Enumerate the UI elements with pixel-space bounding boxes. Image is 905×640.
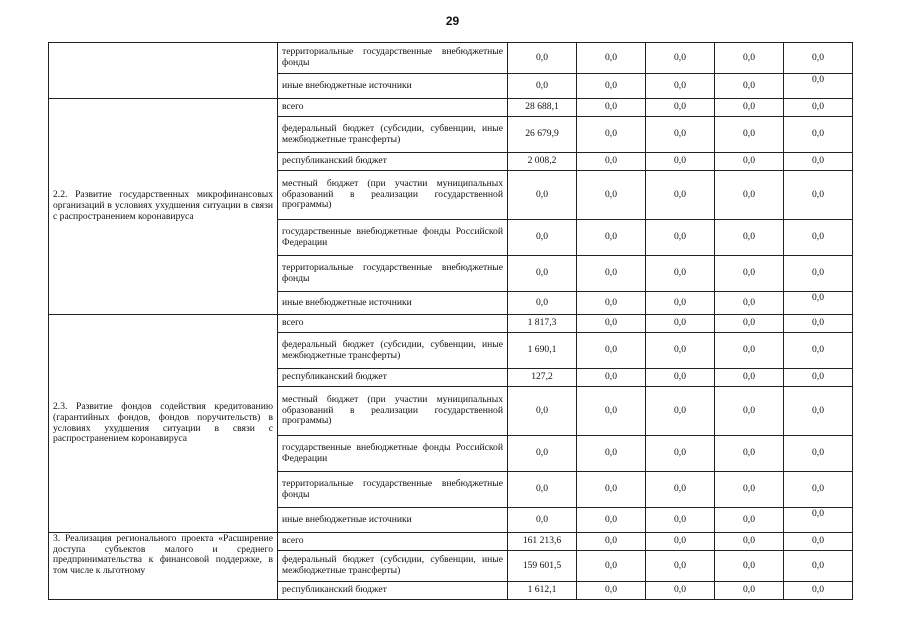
value-cell: 0,0 [784, 582, 853, 600]
funding-source-cell: федеральный бюджет (субсидии, субвенции, иные межбюджетные трансферты) [278, 551, 508, 582]
value-cell: 0,0 [577, 315, 646, 333]
value-cell: 0,0 [646, 436, 715, 472]
value-cell: 0,0 [646, 533, 715, 551]
value-cell: 0,0 [577, 292, 646, 315]
value-cell: 0,0 [577, 436, 646, 472]
funding-source-cell: федеральный бюджет (субсидии, субвенции, иные межбюджетные трансферты) [278, 333, 508, 369]
funding-source-cell: федеральный бюджет (субсидии, субвенции, иные межбюджетные трансферты) [278, 117, 508, 153]
value-cell: 0,0 [508, 292, 577, 315]
value-cell: 0,0 [715, 220, 784, 256]
value-cell: 0,0 [715, 153, 784, 171]
value-cell: 0,0 [646, 315, 715, 333]
value-cell: 0,0 [646, 551, 715, 582]
value-cell: 0,0 [715, 74, 784, 99]
value-cell: 0,0 [646, 472, 715, 508]
value-cell: 0,0 [784, 292, 853, 315]
page-number: 29 [445, 14, 460, 28]
value-cell: 0,0 [715, 99, 784, 117]
value-cell: 0,0 [508, 171, 577, 220]
value-cell: 0,0 [508, 74, 577, 99]
value-cell: 0,0 [577, 472, 646, 508]
value-cell: 0,0 [784, 74, 853, 99]
value-cell: 0,0 [577, 256, 646, 292]
value-cell: 0,0 [715, 436, 784, 472]
value-cell: 0,0 [508, 472, 577, 508]
value-cell: 0,0 [784, 333, 853, 369]
value-cell: 0,0 [577, 153, 646, 171]
value-cell: 0,0 [715, 292, 784, 315]
value-cell: 159 601,5 [508, 551, 577, 582]
value-cell: 0,0 [577, 551, 646, 582]
value-cell: 0,0 [784, 533, 853, 551]
value-cell: 0,0 [577, 387, 646, 436]
value-cell: 0,0 [715, 315, 784, 333]
value-cell: 0,0 [646, 74, 715, 99]
value-cell: 0,0 [715, 472, 784, 508]
table-row [49, 315, 853, 333]
funding-source-cell: республиканский бюджет [278, 582, 508, 600]
value-cell: 0,0 [715, 387, 784, 436]
value-cell: 1 690,1 [508, 333, 577, 369]
value-cell: 0,0 [577, 333, 646, 369]
funding-source-cell: всего [278, 99, 508, 117]
value-cell: 0,0 [784, 369, 853, 387]
activity-cell [49, 43, 278, 99]
value-cell: 26 679,9 [508, 117, 577, 153]
value-cell: 0,0 [577, 99, 646, 117]
funding-source-cell: государственные внебюджетные фонды Российской Федерации [278, 436, 508, 472]
value-cell: 0,0 [715, 333, 784, 369]
value-cell: 0,0 [508, 508, 577, 533]
value-cell: 0,0 [646, 43, 715, 74]
value-cell: 0,0 [577, 220, 646, 256]
table-row [49, 99, 853, 117]
value-cell: 0,0 [784, 551, 853, 582]
value-cell: 0,0 [577, 369, 646, 387]
value-cell: 0,0 [577, 74, 646, 99]
activity-cell: 3. Реализация регионального проекта «Расширение доступа субъектов малого и среднего предпринимательства к финансовой поддержке, в том числе к льготному [49, 533, 278, 600]
value-cell: 0,0 [784, 153, 853, 171]
value-cell: 0,0 [784, 256, 853, 292]
funding-source-cell: государственные внебюджетные фонды Российской Федерации [278, 220, 508, 256]
value-cell: 0,0 [646, 256, 715, 292]
value-cell: 0,0 [715, 582, 784, 600]
value-cell: 0,0 [784, 43, 853, 74]
value-cell: 0,0 [715, 369, 784, 387]
value-cell: 1 612,1 [508, 582, 577, 600]
funding-source-cell: республиканский бюджет [278, 153, 508, 171]
value-cell: 0,0 [646, 369, 715, 387]
funding-source-cell: территориальные государственные внебюджетные фонды [278, 43, 508, 74]
value-cell: 1 817,3 [508, 315, 577, 333]
value-cell: 0,0 [577, 533, 646, 551]
value-cell: 127,2 [508, 369, 577, 387]
value-cell: 0,0 [784, 387, 853, 436]
value-cell: 0,0 [646, 99, 715, 117]
value-cell: 0,0 [646, 387, 715, 436]
value-cell: 0,0 [646, 171, 715, 220]
value-cell: 0,0 [508, 220, 577, 256]
value-cell: 0,0 [508, 387, 577, 436]
value-cell: 0,0 [508, 256, 577, 292]
value-cell: 0,0 [508, 436, 577, 472]
value-cell: 0,0 [715, 551, 784, 582]
value-cell: 0,0 [646, 582, 715, 600]
activity-cell: 2.3. Развитие фондов содействия кредитованию (гарантийных фондов, фондов поручительств) в условиях ухудшения ситуации в связи с распространением коронавируса [49, 315, 278, 533]
funding-source-cell: иные внебюджетные источники [278, 508, 508, 533]
value-cell: 0,0 [577, 43, 646, 74]
value-cell: 0,0 [646, 153, 715, 171]
value-cell: 28 688,1 [508, 99, 577, 117]
value-cell: 0,0 [646, 508, 715, 533]
funding-source-cell: местный бюджет (при участии муниципальных образований в реализации государственной программы) [278, 387, 508, 436]
activity-cell: 2.2. Развитие государственных микрофинансовых организаций в условиях ухудшения ситуации в связи с распространением коронавируса [49, 99, 278, 315]
funding-source-cell: иные внебюджетные источники [278, 74, 508, 99]
value-cell: 0,0 [715, 43, 784, 74]
funding-source-cell: территориальные государственные внебюджетные фонды [278, 472, 508, 508]
funding-source-cell: территориальные государственные внебюджетные фонды [278, 256, 508, 292]
table-row [49, 43, 853, 74]
funding-source-cell: иные внебюджетные источники [278, 292, 508, 315]
value-cell: 0,0 [715, 533, 784, 551]
value-cell: 0,0 [784, 99, 853, 117]
value-cell: 0,0 [784, 220, 853, 256]
value-cell: 0,0 [577, 117, 646, 153]
value-cell: 0,0 [646, 220, 715, 256]
value-cell: 2 008,2 [508, 153, 577, 171]
value-cell: 0,0 [784, 472, 853, 508]
table-row [49, 533, 853, 551]
funding-source-cell: всего [278, 315, 508, 333]
funding-table [48, 42, 853, 600]
funding-source-cell: местный бюджет (при участии муниципальных образований в реализации государственной программы) [278, 171, 508, 220]
value-cell: 0,0 [784, 171, 853, 220]
value-cell: 0,0 [508, 43, 577, 74]
value-cell: 0,0 [646, 333, 715, 369]
value-cell: 0,0 [715, 171, 784, 220]
value-cell: 161 213,6 [508, 533, 577, 551]
value-cell: 0,0 [784, 436, 853, 472]
value-cell: 0,0 [715, 508, 784, 533]
value-cell: 0,0 [646, 117, 715, 153]
value-cell: 0,0 [784, 315, 853, 333]
value-cell: 0,0 [784, 508, 853, 533]
value-cell: 0,0 [715, 117, 784, 153]
value-cell: 0,0 [577, 171, 646, 220]
value-cell: 0,0 [646, 292, 715, 315]
value-cell: 0,0 [784, 117, 853, 153]
value-cell: 0,0 [577, 582, 646, 600]
value-cell: 0,0 [715, 256, 784, 292]
funding-source-cell: всего [278, 533, 508, 551]
value-cell: 0,0 [577, 508, 646, 533]
funding-source-cell: республиканский бюджет [278, 369, 508, 387]
